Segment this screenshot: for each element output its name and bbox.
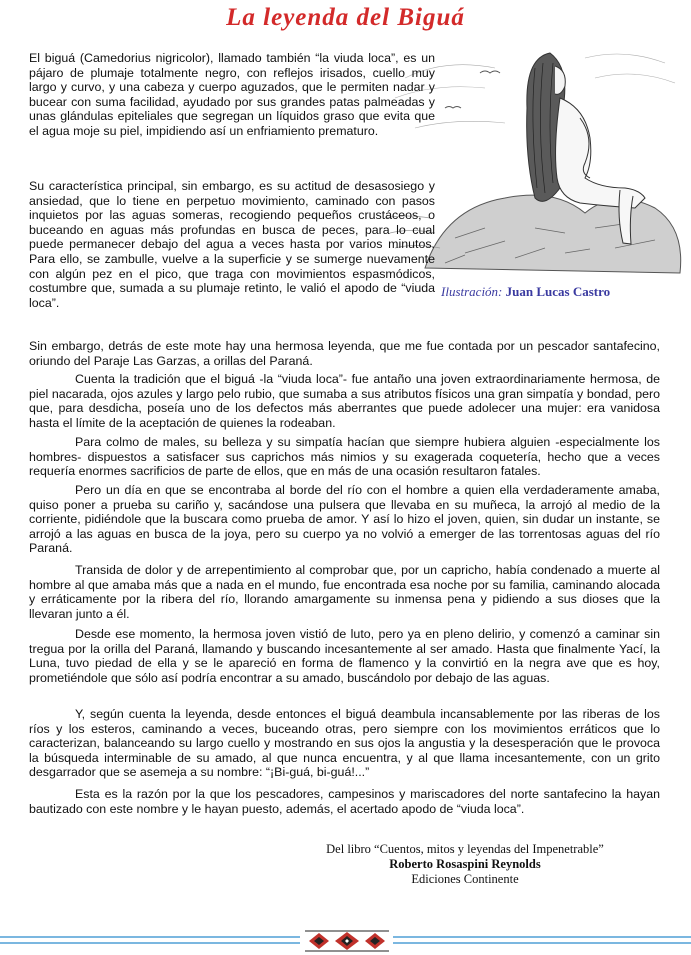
illustration-artist: Juan Lucas Castro (505, 284, 611, 299)
paragraph-5: Para colmo de males, su belleza y su simpatía hacían que siempre hubiera alguien -especialmente los hombres- dispuestos a satisfacer sus caprichos más nimios y su exagerada coquetería, hecho que a veces requería enormes sacrificios de parte de ellos, que en más de una ocasión resultaron fatales. (29, 435, 660, 479)
page-title: La leyenda del Biguá (226, 4, 465, 31)
paragraph-7: Transida de dolor y de arrepentimiento al comprobar que, por un capricho, había condenado a muerte al hombre al que amaba más que a nada en el mundo, fue encontrada esa noche por su familia, caminando alocada y erráticamente por la ribera del río, llorando amargamente su inmensa pena y pidiendo a sus dioses que la llevaran junto a él. (29, 563, 660, 621)
illustration-label: Ilustración: (441, 284, 503, 299)
source-credits (270, 842, 660, 887)
book-author: Roberto Rosaspini Reynolds (389, 857, 541, 871)
aboriginal-pattern-ornament-icon (305, 930, 389, 952)
footer-ornament-bar (0, 930, 691, 952)
paragraph-1: El biguá (Camedorius nigricolor), llamado también “la viuda loca”, es un pájaro de plumaje totalmente negro, con reflejos irisados, cuello muy largo y curvo, y una cabeza y cuerpo aguzados, que le permiten nadar y bucear con suma facilidad, ayudado por sus grandes patas palmeadas y unas glándulas epiteliales que segregan un líquidos graso que evita que el agua moje su piel, impidiendo así un enfriamiento prematuro. (29, 51, 435, 138)
illustration-credit (441, 284, 681, 300)
paragraph-4: Cuenta la tradición que el biguá -la “viuda loca”- fue antaño una joven extraordinariamente hermosa, de piel nacarada, ojos azules y largo pelo rubio, que sumaba a sus atributos físicos una gran simpatía y bondad, pero que, para desdicha, poseía uno de los defectos más aberrantes que puede adolecer una mujer: era vanidosa hasta el límite de la aceptación de quienes la rodeaban. (29, 372, 660, 430)
paragraph-3: Sin embargo, detrás de este mote hay una hermosa leyenda, que me fue contada por un pescador santafecino, oriundo del Paraje Las Garzas, a orillas del Paraná. (29, 339, 660, 368)
paragraph-9: Y, según cuenta la leyenda, desde entonces el biguá deambula incansablemente por las riberas de los ríos y los esteros, caminando a veces, buceando otras, pero siempre con los movimientos erráticos que lo caracterizan, balanceando su largo cuello y mostrando en sus ojos la angustia y la desesperación que le provoca la búsqueda interminable de su amado, al que nunca encuentra, y al que llama incesantemente, con un grito desgarrador que se asemeja a su nombre: “¡Bi-guá, bi-guá!...” (29, 707, 660, 780)
book-title: Del libro “Cuentos, mitos y leyendas del Impenetrable” (326, 842, 604, 856)
paragraph-2: Su característica principal, sin embargo, es su actitud de desasosiego y ansiedad, que lo tiene en perpetuo movimiento, caminado con pasos inquietos por las aguas someras, recogiendo pequeños crustáceos, o buceando en aguas más profundas en busca de peces, para lo cual puede permanecer debajo del agua a veces hasta por varios minutos. Para ello, se zambulle, vuelve a la superficie y se sumerge nuevamente con algún pez en el pico, que traga con movimientos espasmódicos, costumbre que, sumada a su plumaje retinto, le valió el apodo de “viuda loca”. (29, 179, 435, 310)
paragraph-8: Desde ese momento, la hermosa joven vistió de luto, pero ya en pleno delirio, y comenzó a caminar sin tregua por la orilla del Paraná, llamando y buscando incesantemente al ser amado. Hasta que finalmente Yací, la Luna, tuvo piedad de ella y se le apareció en forma de flamenco y la convirtió en la negra ave que es hoy, prometiéndole que sólo así podría encontrar a su amado, buscándolo por debajo de las aguas. (29, 627, 660, 685)
book-publisher: Ediciones Continente (411, 872, 519, 886)
paragraph-10: Esta es la razón por la que los pescadores, campesinos y mariscadores del norte santafecino la hayan bautizado con este nombre y le hayan puesto, además, el acertado apodo de “viuda loca”. (29, 787, 660, 816)
paragraph-6: Pero un día en que se encontraba al borde del río con el hombre a quien ella verdaderamente amaba, quiso poner a prueba su cariño y, sacándose una pulsera que llevaba en su muñeca, la arrojó al medio de la corriente, pidiéndole que la buscara como prueba de amor. Y así lo hizo el joven, quien, sin dudar un instante, se arrojó a las aguas en busca de la joya, pero su cuerpo ya no volvió a emerger de las torrentosas aguas del río Paraná. (29, 483, 660, 556)
